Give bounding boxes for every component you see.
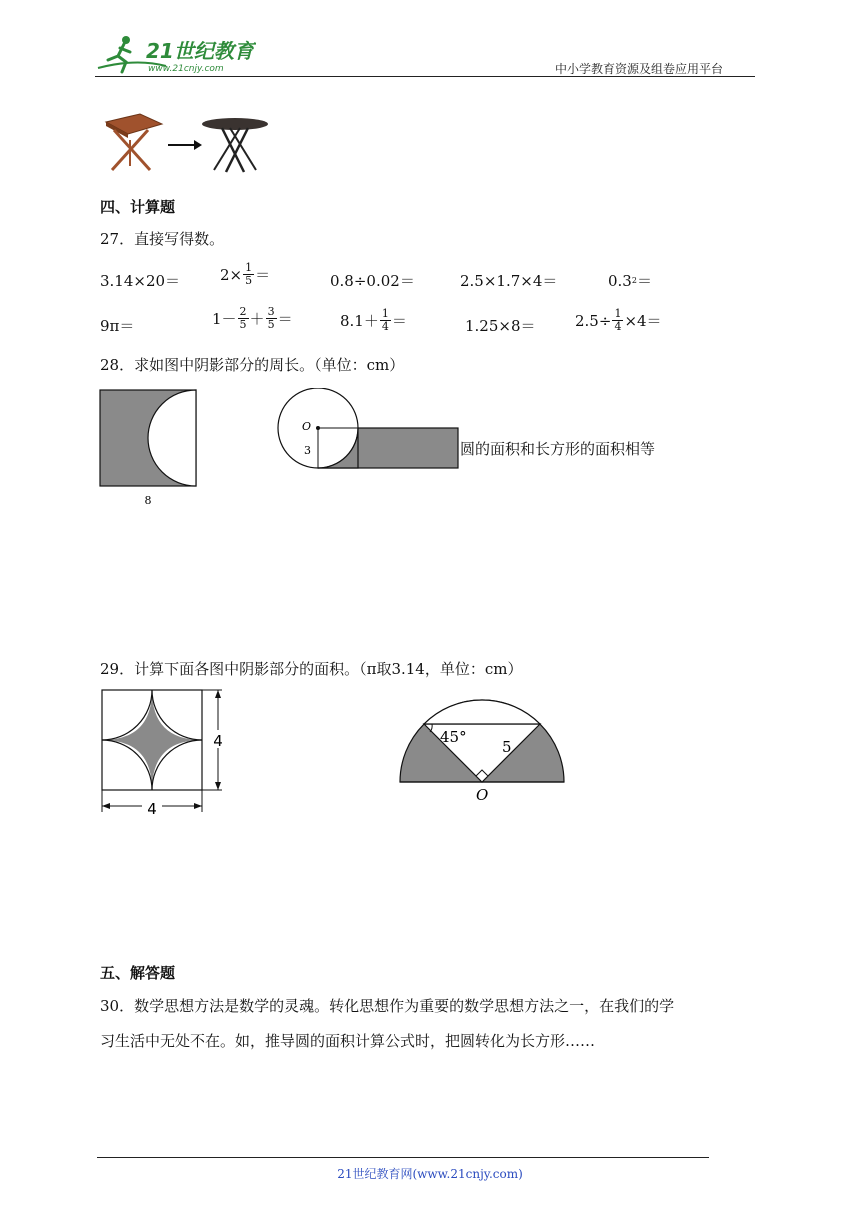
q28-fig2-center-label: O [302,420,312,433]
q29-fig2-center-label: O [476,786,489,804]
round-table-image [200,114,270,180]
expr-2-5: 2.5÷ $\frac{1}{4}$ ×4＝ [575,307,662,333]
question-27-stem: 27．直接写得数。 [100,230,225,248]
expr-2-4: 1.25×8＝ [465,317,536,335]
expr-2-2: 1－ $\frac{2}{5}$ ＋ $\frac{3}{5}$ ＝ [212,305,293,331]
q28-figure-2 [276,388,466,478]
q29-figure-2 [396,694,572,810]
q29-fig1-width-label: 4 [147,800,157,818]
logo-brand-text: 21世纪教育 [146,39,254,63]
question-30-line-1: 30．数学思想方法是数学的灵魂。转化思想作为重要的数学思想方法之一，在我们的学 [100,997,675,1015]
expr-1-2: 2× $\frac{1}{5}$ ＝ [220,261,271,287]
expr-1-3: 0.8÷0.02＝ [330,272,415,290]
q29-figure-1 [96,686,228,822]
section-title-calc: 四、计算题 [100,198,176,216]
expr-1-4: 2.5×1.7×4＝ [460,272,558,290]
logo [96,32,256,76]
header-divider [95,76,755,77]
expr-1-5: 0.3 2 ＝ [608,271,652,290]
section-title-solve: 五、解答题 [100,964,176,982]
q28-fig2-note: 圆的面积和长方形的面积相等 [460,440,656,458]
question-29-stem: 29．计算下面各图中阴影部分的面积。（π取3.14，单位：cm） [100,660,523,678]
expr-1-1: 3.14×20＝ [100,272,181,290]
q28-fig1-label: 8 [144,494,152,507]
question-30-line-2: 习生活中无处不在。如，推导圆的面积计算公式时，把圆转化为长方形…… [100,1032,596,1050]
q29-fig2-side-label: 5 [502,738,512,756]
q28-figure-1 [98,388,202,516]
expr-2-1: 9π＝ [100,317,135,335]
q29-fig2-angle-label: 45° [440,728,467,746]
folding-table-image [100,110,170,179]
expr-2-3: 8.1＋ $\frac{1}{4}$ ＝ [340,307,407,333]
logo-url-text: www.21cnjy.com [148,64,224,74]
q28-fig2-radius-label: 3 [304,444,311,457]
question-28-stem: 28．求如图中阴影部分的周长。（单位：cm） [100,356,405,374]
q29-fig1-height-label: 4 [213,732,223,750]
footer-divider [97,1157,709,1158]
arrow-right-icon [168,136,202,155]
footer-link[interactable]: 21世纪教育网(www.21cnjy.com) [337,1167,523,1181]
header-platform-text: 中小学教育资源及组卷应用平台 [555,62,724,76]
